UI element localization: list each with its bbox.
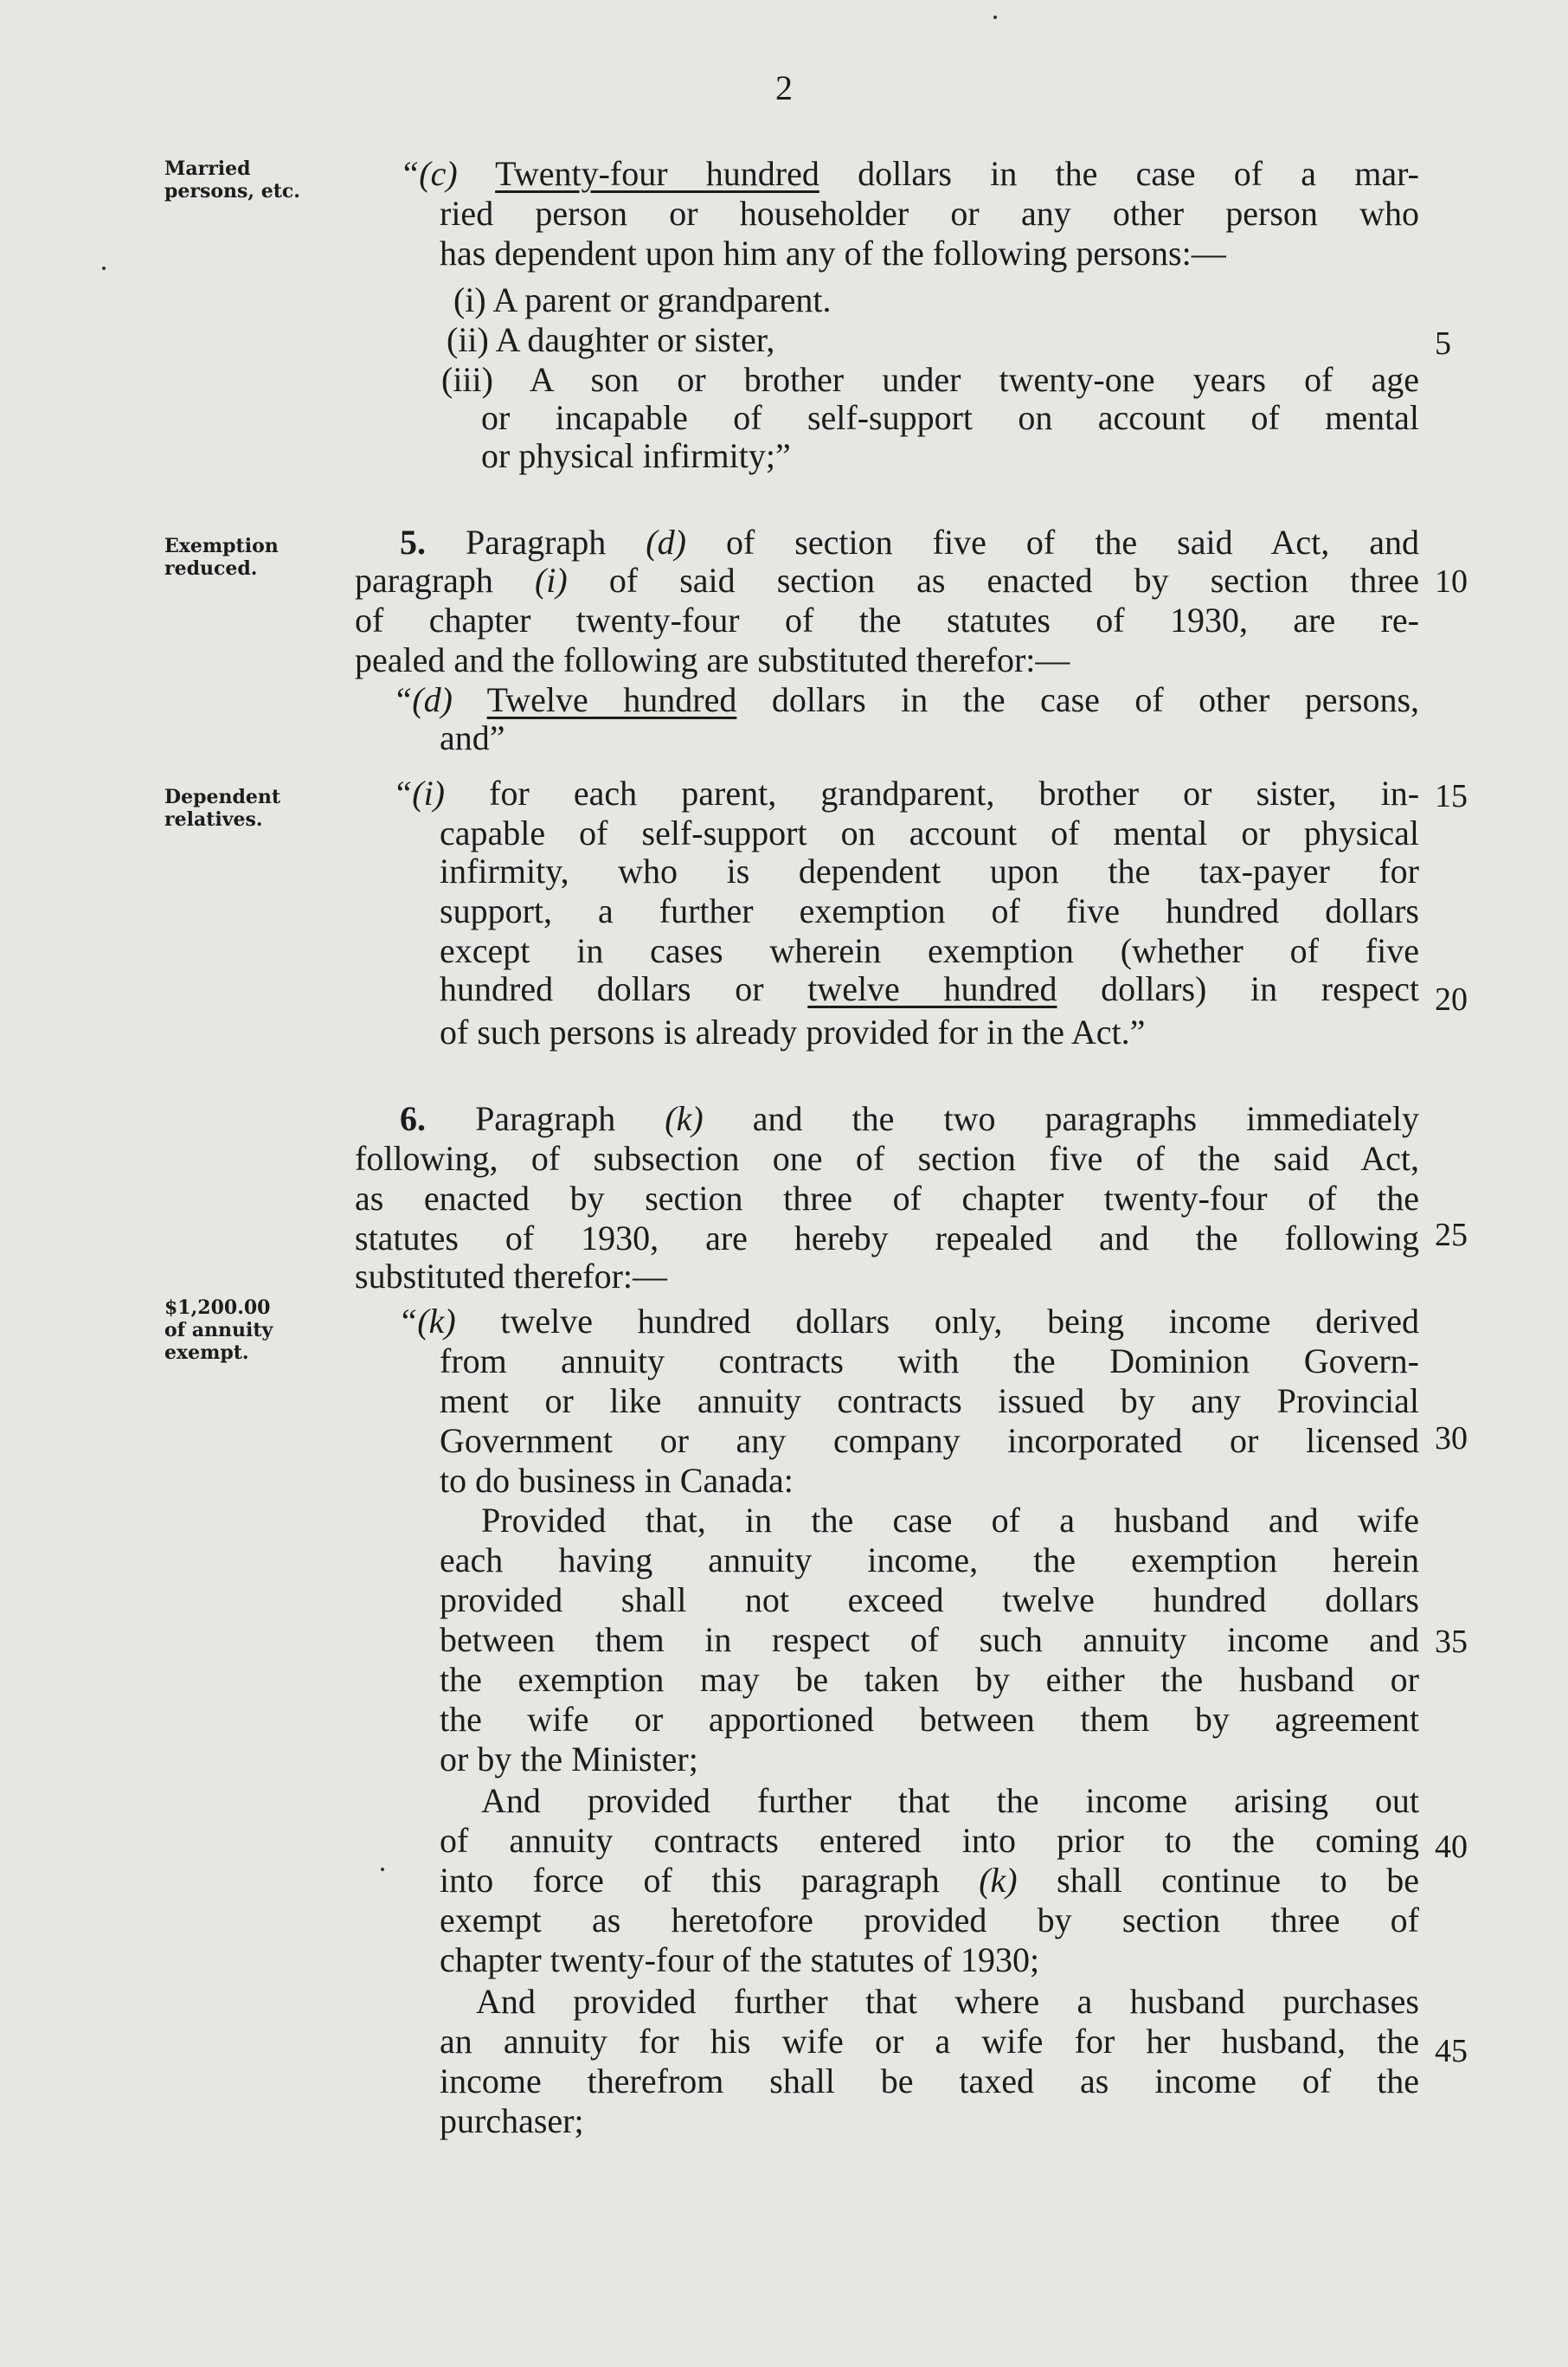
text-line: And provided further that where a husband purchases bbox=[476, 1982, 1419, 2021]
text-line: infirmity, who is dependent upon the tax-payer for bbox=[440, 852, 1419, 891]
line-number: 20 bbox=[1435, 981, 1468, 1018]
text-line: “(k) twelve hundred dollars only, being income derived bbox=[398, 1302, 1420, 1341]
line-number: 5 bbox=[1435, 325, 1451, 362]
text-line: exempt as heretofore provided by section three of bbox=[440, 1901, 1419, 1939]
text-line: purchaser; bbox=[440, 2101, 584, 2140]
text-line: ment or like annuity contracts issued by any Provincial bbox=[440, 1381, 1419, 1420]
line-number: 15 bbox=[1435, 778, 1468, 814]
text-line: or incapable of self-support on account of mental bbox=[481, 398, 1419, 437]
text-line: hundred dollars or twelve hundred dollars) in respect bbox=[440, 969, 1420, 1008]
margin-note-married: Married persons, etc. bbox=[164, 158, 300, 203]
margin-note-annuity: $1,200.00 of annuity exempt. bbox=[164, 1296, 273, 1364]
text-line: “(c) Twenty-four hundred dollars in the case of a mar- bbox=[400, 154, 1419, 193]
text-line: from annuity contracts with the Dominion Govern- bbox=[440, 1341, 1419, 1380]
scan-speck bbox=[102, 267, 106, 270]
line-number: 35 bbox=[1435, 1624, 1468, 1660]
text-line: between them in respect of such annuity income and bbox=[440, 1620, 1419, 1659]
line-number: 25 bbox=[1435, 1217, 1468, 1253]
scan-speck bbox=[381, 1868, 384, 1871]
text-line: into force of this paragraph (k) shall continue to be bbox=[440, 1861, 1420, 1900]
text-line: Provided that, in the case of a husband and wife bbox=[481, 1501, 1419, 1540]
text-line: provided shall not exceed twelve hundred dollars bbox=[440, 1580, 1419, 1619]
text-line: except in cases wherein exemption (whether of five bbox=[440, 931, 1419, 970]
text-line: has dependent upon him any of the following persons:— bbox=[440, 234, 1226, 273]
text-line: and” bbox=[440, 718, 505, 757]
text-line: statutes of 1930, are hereby repealed and the following bbox=[355, 1219, 1419, 1257]
text-line: income therefrom shall be taxed as income of the bbox=[440, 2061, 1419, 2100]
text-line: ried person or householder or any other person who bbox=[440, 194, 1419, 233]
page-number: 2 bbox=[775, 68, 793, 107]
text-line: 5. Paragraph (d) of section five of the said Act, and bbox=[400, 523, 1419, 562]
line-number: 40 bbox=[1435, 1829, 1468, 1865]
text-line: an annuity for his wife or a wife for her husband, the bbox=[440, 2022, 1419, 2061]
text-line: following, of subsection one of section five of the said Act, bbox=[355, 1139, 1419, 1178]
text-line: pealed and the following are substituted therefor:— bbox=[355, 640, 1070, 679]
text-line: substituted therefor:— bbox=[355, 1257, 668, 1296]
line-number: 10 bbox=[1435, 563, 1468, 600]
scan-speck bbox=[993, 16, 997, 19]
text-line: of chapter twenty-four of the statutes of 1930, are re- bbox=[355, 601, 1419, 640]
text-line: Government or any company incorporated or licensed bbox=[440, 1421, 1419, 1460]
text-line: support, a further exemption of five hundred dollars bbox=[440, 891, 1419, 930]
text-line: as enacted by section three of chapter twenty-four of the bbox=[355, 1179, 1419, 1218]
list-item: (i) A parent or grandparent. bbox=[453, 280, 832, 319]
text-line: of such persons is already provided for in the Act.” bbox=[440, 1013, 1146, 1052]
margin-note-exemption: Exemption reduced. bbox=[164, 535, 279, 580]
text-line: “(d) Twelve hundred dollars in the case of other persons, bbox=[393, 680, 1420, 719]
text-line: to do business in Canada: bbox=[440, 1461, 794, 1500]
margin-note-dependent: Dependent relatives. bbox=[164, 786, 280, 831]
list-item: (ii) A daughter or sister, bbox=[447, 320, 775, 359]
line-number: 45 bbox=[1435, 2033, 1468, 2069]
text-line: 6. Paragraph (k) and the two paragraphs immediately bbox=[400, 1099, 1420, 1138]
text-line: each having annuity income, the exemption herein bbox=[440, 1540, 1419, 1579]
text-line: paragraph (i) of said section as enacted by section three bbox=[355, 561, 1420, 600]
text-line: or by the Minister; bbox=[440, 1740, 698, 1778]
text-line: the wife or apportioned between them by agreement bbox=[440, 1700, 1419, 1739]
list-item: (iii) A son or brother under twenty-one years of age bbox=[441, 360, 1419, 399]
text-line: the exemption may be taken by either the husband or bbox=[440, 1660, 1419, 1699]
text-line: or physical infirmity;” bbox=[481, 436, 791, 475]
line-number: 30 bbox=[1435, 1420, 1468, 1457]
text-line: of annuity contracts entered into prior to the coming bbox=[440, 1821, 1419, 1860]
text-line: “(i) for each parent, grandparent, brother or sister, in- bbox=[393, 774, 1420, 813]
text-line: And provided further that the income arising out bbox=[481, 1781, 1419, 1820]
text-line: chapter twenty-four of the statutes of 1930; bbox=[440, 1940, 1040, 1979]
text-line: capable of self-support on account of mental or physical bbox=[440, 814, 1419, 852]
